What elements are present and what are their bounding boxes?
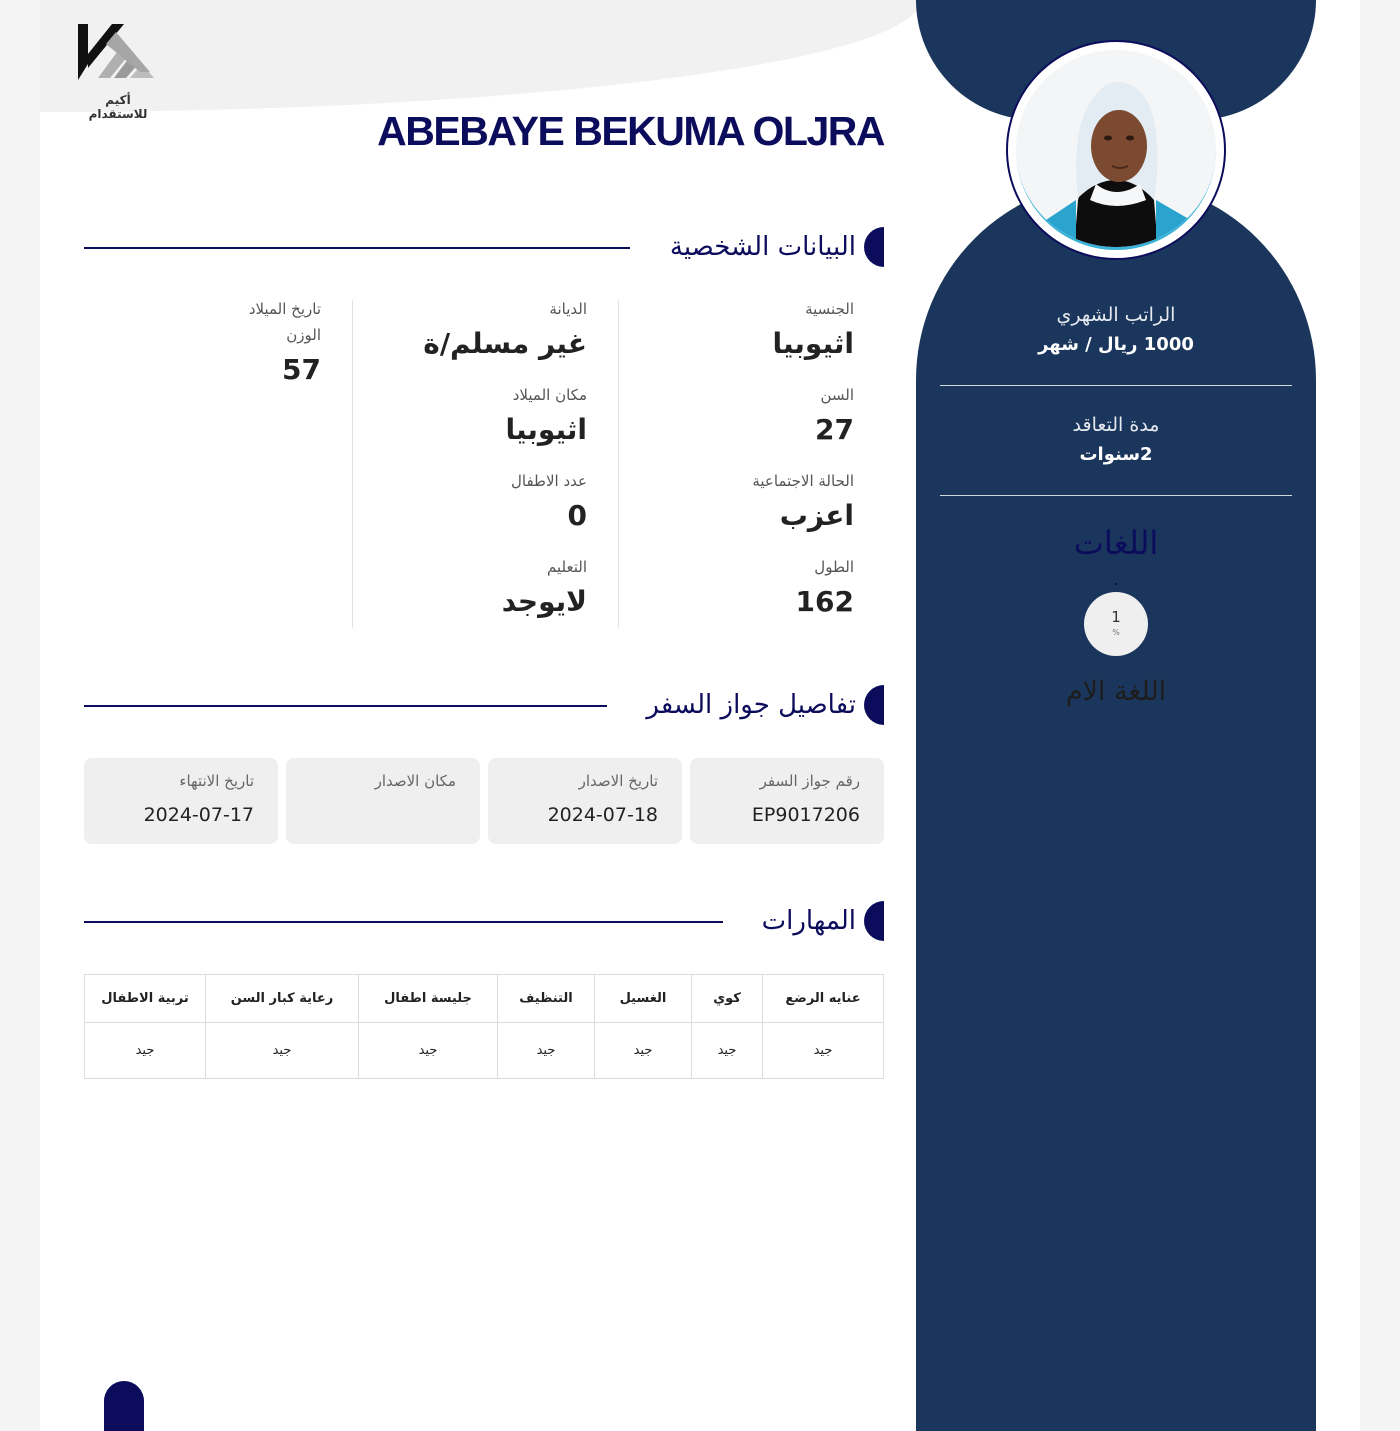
salary-label: الراتب الشهري (1056, 304, 1176, 326)
issue-date-label: تاريخ الاصدار (578, 772, 658, 790)
section-title: المهارات (761, 906, 856, 936)
expiry-date-box (84, 758, 278, 844)
expiry-date-value: 2024-07-17 (143, 804, 254, 826)
section-divider-line (84, 247, 630, 249)
table-cell: جيد (85, 1023, 206, 1079)
language-percent-sign: % (1112, 628, 1120, 637)
issue-place-box (286, 758, 480, 844)
cv-page (40, 0, 1360, 1431)
field-children-count: عدد الاطفال 0 (511, 472, 587, 532)
languages-title: اللغات (1073, 524, 1159, 562)
salary-block (916, 303, 1316, 357)
personal-column-3 (101, 300, 321, 412)
decorative-dot (1115, 583, 1117, 585)
table-header-cell: تربية الاطفال (85, 975, 206, 1023)
passport-number-value: EP9017206 (751, 804, 860, 826)
table-header-cell: جليسة اطفال (359, 975, 498, 1023)
personal-column-2 (367, 300, 587, 644)
contract-label: مدة التعاقد (1072, 414, 1160, 436)
language-level-circle (1084, 592, 1148, 656)
contract-value: 2سنوات (1079, 444, 1153, 465)
table-cell: جيد (498, 1023, 595, 1079)
passport-number-label: رقم جواز السفر (759, 772, 860, 790)
field-nationality: الجنسية اثيوبيا (772, 300, 854, 360)
personal-column-1 (634, 300, 854, 644)
profile-sidebar (916, 0, 1316, 1431)
section-tab-marker (864, 227, 884, 267)
section-passport-header (84, 685, 884, 725)
table-cell: جيد (206, 1023, 359, 1079)
profile-photo (1016, 50, 1216, 250)
table-cell: جيد (763, 1023, 884, 1079)
language-level-value: 1 (1111, 608, 1121, 626)
mother-language-label: اللغة الام (1065, 676, 1167, 707)
sidebar-divider (940, 385, 1292, 386)
table-header-row (85, 975, 884, 1023)
logo-text: أكيم للاستقدام (88, 93, 148, 121)
section-title: البيانات الشخصية (669, 232, 856, 262)
section-divider-line (84, 921, 723, 923)
table-header-cell: الغسيل (595, 975, 692, 1023)
passport-number-box (690, 758, 884, 844)
person-portrait-icon (1016, 50, 1216, 250)
issue-date-value: 2024-07-18 (547, 804, 658, 826)
table-row (85, 1023, 884, 1079)
expiry-date-label: تاريخ الانتهاء (179, 772, 254, 790)
field-weight: الوزن 57 (282, 326, 321, 386)
table-cell: جيد (359, 1023, 498, 1079)
contract-block (916, 413, 1316, 467)
field-age: السن 27 (815, 386, 854, 446)
field-religion: الديانة غير مسلم/ة (423, 300, 587, 360)
section-divider-line (84, 705, 607, 707)
company-logo (76, 22, 160, 121)
field-education: التعليم لايوجد (501, 558, 587, 618)
header-curve (40, 0, 920, 112)
column-divider (352, 300, 353, 628)
column-divider (618, 300, 619, 628)
section-title: تفاصيل جواز السفر (646, 690, 856, 720)
passport-details (84, 758, 884, 844)
field-height: الطول 162 (795, 558, 854, 618)
issue-date-box (488, 758, 682, 844)
section-personal-header (84, 227, 884, 267)
skills-table (84, 974, 884, 1079)
sidebar-divider (940, 495, 1292, 496)
section-skills-header (84, 901, 884, 941)
section-tab-marker (864, 685, 884, 725)
logo-mark-icon (76, 22, 160, 92)
table-header-cell: رعاية كبار السن (206, 975, 359, 1023)
issue-place-label: مكان الاصدار (374, 772, 456, 790)
table-cell: جيد (595, 1023, 692, 1079)
profile-photo-frame (1006, 40, 1226, 260)
sidebar-body-shape (916, 180, 1316, 1431)
table-header-cell: التنظيف (498, 975, 595, 1023)
decorative-pill (104, 1381, 144, 1431)
table-header-cell: عنايه الرضع (763, 975, 884, 1023)
salary-value: 1000 ريال / شهر (1038, 334, 1194, 355)
table-cell: جيد (692, 1023, 763, 1079)
field-birthplace: مكان الميلاد اثيوبيا (505, 386, 587, 446)
section-tab-marker (864, 901, 884, 941)
field-marital-status: الحالة الاجتماعية اعزب (752, 472, 854, 532)
worker-name: ABEBAYE BEKUMA OLJRA (377, 108, 884, 154)
table-header-cell: كوي (692, 975, 763, 1023)
field-birthdate: تاريخ الميلاد (248, 300, 321, 318)
